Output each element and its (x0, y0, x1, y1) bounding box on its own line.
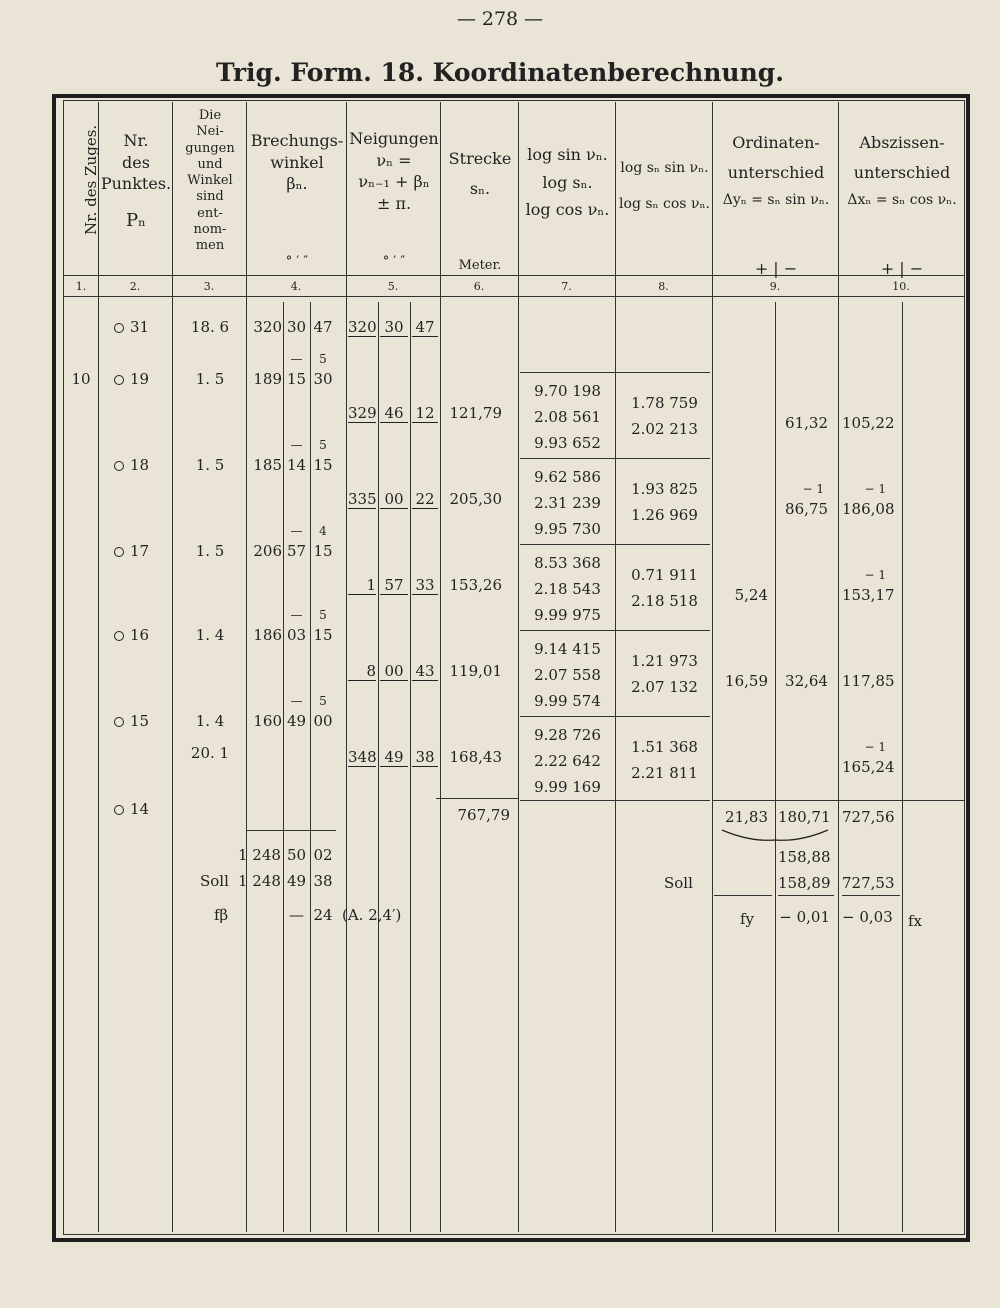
header-zug: Nr. des Zuges. (82, 124, 100, 235)
beta-soll-min: 49 (286, 872, 307, 890)
beta-deg: 206 (253, 542, 282, 560)
f-beta-label: fβ (214, 906, 229, 924)
header-neigungen: Neigungen νₙ = νₙ₋₁ + βₙ ± π. (349, 129, 439, 213)
beta-min: 14 (286, 456, 307, 474)
row-rule (520, 800, 710, 801)
col-rule-dx (902, 302, 903, 1232)
beta-deg: 186 (253, 626, 282, 644)
nu-deg: 348 (348, 748, 377, 766)
header-log-sin: log sin νₙ. log sₙ. log cos νₙ. (525, 145, 610, 220)
nu-sec: 38 (412, 748, 438, 767)
dx-plus: 105,22 (842, 414, 895, 432)
nu-min: 00 (380, 662, 408, 681)
col-rule (246, 102, 247, 1232)
header-ordinaten: Ordinaten- unterschied Δyₙ = sₙ sin νₙ. (722, 133, 830, 209)
point-marker-icon (114, 631, 124, 641)
fy-value: − 0,01 (779, 908, 830, 926)
row-rule (436, 798, 518, 799)
dx-corr: − 1 (864, 482, 886, 496)
col-rule (440, 102, 441, 1232)
beta-sum-sec: 02 (313, 846, 333, 864)
log-sin: 9.14 415 (534, 640, 601, 658)
dx-soll: 727,53 (842, 874, 895, 892)
row-rule (712, 800, 964, 801)
col-rule (615, 102, 616, 1232)
beta-min: 49 (286, 712, 307, 730)
beta-deg: 185 (253, 456, 282, 474)
nu-sec: 47 (412, 318, 438, 337)
col-rule (518, 102, 519, 1232)
header-pm-9: + | − (754, 259, 798, 278)
beta-soll-deg: 1 248 (238, 872, 281, 890)
point-source: 1. 4 (195, 626, 225, 644)
beta-min: 30 (286, 318, 307, 336)
brace-mark (720, 828, 830, 844)
f-beta-note: (A. 2,4′) (342, 906, 402, 924)
nu-min: 30 (380, 318, 408, 337)
log-s-cos: 1.26 969 (631, 506, 698, 524)
beta-sec: 30 (313, 370, 333, 388)
dx-plus: 165,24 (842, 758, 895, 776)
log-s-cos: 2.07 132 (631, 678, 698, 696)
header-punkt: Nr. des Punktes. Pₙ (100, 131, 172, 231)
log-cos: 9.93 652 (534, 434, 601, 452)
nu-sec: 43 (412, 662, 438, 681)
beta-corr-sec: 5 (319, 438, 327, 452)
log-s: 2.07 558 (534, 666, 601, 684)
row-rule (520, 372, 710, 373)
point-source: 18. 6 (190, 318, 230, 336)
beta-sec: 47 (313, 318, 333, 336)
beta-corr-sec: 4 (319, 524, 327, 538)
row-rule (520, 544, 710, 545)
log-s-cos: 2.02 213 (631, 420, 698, 438)
beta-corr-sec: 5 (319, 608, 327, 622)
col-number: 10. (892, 280, 910, 293)
col-rule-sec5 (410, 302, 411, 1232)
dy-minus: 86,75 (785, 500, 828, 518)
strecke: 119,01 (449, 662, 502, 680)
log-sin: 9.62 586 (534, 468, 601, 486)
beta-min: 15 (286, 370, 307, 388)
nu-sec: 12 (412, 404, 438, 423)
f-beta-sec: 24 (313, 906, 333, 924)
log-s: 2.31 239 (534, 494, 601, 512)
point-name: 14 (130, 800, 150, 818)
dy-corr: − 1 (802, 482, 824, 496)
point-marker-icon (114, 461, 124, 471)
dy-minus: 32,64 (785, 672, 828, 690)
header-log-s-sin: log sₙ sin νₙ. log sₙ cos νₙ. (619, 160, 710, 212)
nu-min: 46 (380, 404, 408, 423)
dy-plus: 16,59 (725, 672, 768, 690)
point-name: 18 (130, 456, 150, 474)
col-rule (172, 102, 173, 1232)
dx-corr: − 1 (864, 568, 886, 582)
point-source: 1. 4 (195, 712, 225, 730)
beta-corr-sec: 5 (319, 352, 327, 366)
header-abszissen: Abszissen- unterschied Δxₙ = sₙ cos νₙ. (847, 133, 957, 209)
fy-label: fy (740, 910, 755, 928)
beta-corr-min: — (290, 608, 303, 622)
dx-corr: − 1 (864, 740, 886, 754)
nu-sec: 33 (412, 576, 438, 595)
log-s-cos: 2.18 518 (631, 592, 698, 610)
col-number: 3. (203, 280, 215, 293)
fx-label: fx (908, 912, 923, 930)
log-cos: 9.99 169 (534, 778, 601, 796)
log-s-sin: 0.71 911 (631, 566, 698, 584)
strecke: 153,26 (449, 576, 502, 594)
point-name: 16 (130, 626, 150, 644)
point-source: 1. 5 (195, 456, 225, 474)
col-rule (712, 102, 713, 1232)
col-number: 2. (129, 280, 141, 293)
soll-label: Soll (664, 874, 693, 892)
beta-sum-deg: 1 248 (238, 846, 281, 864)
col-rule (838, 102, 839, 1232)
col-number: 8. (658, 280, 669, 293)
nu-deg: 329 (348, 404, 377, 422)
sum-rule (714, 895, 772, 896)
nu-min: 49 (380, 748, 408, 767)
col-number: 5. (387, 280, 399, 293)
beta-deg: 160 (253, 712, 282, 730)
header-brechungswinkel: Brechungs- winkel βₙ. (250, 131, 344, 194)
point-name: 19 (130, 370, 150, 388)
sum-rule (842, 895, 900, 896)
beta-min: 03 (286, 626, 307, 644)
point-marker-icon (114, 547, 124, 557)
point-name: 17 (130, 542, 150, 560)
col-rule (346, 102, 347, 1232)
point-source: 20. 1 (190, 744, 230, 762)
dx-plus: 117,85 (842, 672, 895, 690)
point-marker-icon (114, 805, 124, 815)
dx-plus: 186,08 (842, 500, 895, 518)
beta-corr-min: — (290, 352, 303, 366)
log-s-cos: 2.21 811 (631, 764, 698, 782)
nu-sec: 22 (412, 490, 438, 509)
point-source: 1. 5 (195, 370, 225, 388)
sum-rule (246, 830, 336, 831)
log-s: 2.18 543 (534, 580, 601, 598)
beta-sec: 15 (313, 542, 333, 560)
nu-min: 57 (380, 576, 408, 595)
log-cos: 9.99 975 (534, 606, 601, 624)
beta-sec: 15 (313, 456, 333, 474)
page-number: — 278 — (456, 8, 544, 30)
col-rule (98, 102, 99, 1232)
header-quelle: Die Nei- gungen und Winkel sind ent- nom- men (185, 108, 235, 253)
log-s: 2.08 561 (534, 408, 601, 426)
dy-minus-sum: 180,71 (778, 808, 831, 826)
beta-deg: 189 (253, 370, 282, 388)
point-marker-icon (114, 323, 124, 333)
log-s-sin: 1.51 368 (631, 738, 698, 756)
beta-soll-label: Soll (200, 872, 229, 890)
log-s-sin: 1.93 825 (631, 480, 698, 498)
row-rule (520, 630, 710, 631)
dx-sum: 727,56 (842, 808, 895, 826)
beta-deg: 320 (253, 318, 282, 336)
col-number: 6. (473, 280, 485, 293)
beta-soll-sec: 38 (313, 872, 333, 890)
beta-corr-min: — (290, 438, 303, 452)
dy-plus-sum: 21,83 (725, 808, 768, 826)
point-marker-icon (114, 717, 124, 727)
col-number: 9. (769, 280, 781, 293)
fx-value: − 0,03 (842, 908, 893, 926)
log-cos: 9.95 730 (534, 520, 601, 538)
f-beta-min: — (289, 906, 304, 924)
nu-deg: 1 (348, 576, 376, 595)
log-cos: 9.99 574 (534, 692, 601, 710)
strecke: 205,30 (449, 490, 502, 508)
strecke-sum: 767,79 (457, 806, 510, 824)
beta-sum-min: 50 (286, 846, 307, 864)
col-rule-dy (775, 302, 776, 1232)
nu-deg: 335 (348, 490, 377, 508)
log-sin: 9.28 726 (534, 726, 601, 744)
point-source: 1. 5 (195, 542, 225, 560)
zug-number: 10 (71, 370, 91, 388)
nu-deg: 320 (348, 318, 377, 336)
dy-diff: 158,88 (778, 848, 831, 866)
col-number: 7. (561, 280, 572, 293)
beta-sec: 15 (313, 626, 333, 644)
header-strecke: Strecke sₙ. (448, 149, 512, 198)
beta-corr-min: — (290, 524, 303, 538)
log-s: 2.22 642 (534, 752, 601, 770)
strecke: 168,43 (449, 748, 502, 766)
point-marker-icon (114, 375, 124, 385)
nu-deg: 8 (348, 662, 376, 681)
log-sin: 8.53 368 (534, 554, 601, 572)
header-units-4: ° ′ ″ (285, 254, 309, 269)
strecke: 121,79 (449, 404, 502, 422)
beta-corr-sec: 5 (319, 694, 327, 708)
beta-sec: 00 (313, 712, 333, 730)
header-units-5: ° ′ ″ (382, 254, 406, 269)
col-rule-min5 (378, 302, 379, 1232)
col-number: 1. (75, 280, 87, 293)
dy-soll: 158,89 (778, 874, 831, 892)
beta-corr-min: — (290, 694, 303, 708)
dx-plus: 153,17 (842, 586, 895, 604)
row-rule (520, 716, 710, 717)
header-rule (64, 296, 964, 297)
header-meter: Meter. (458, 258, 502, 273)
log-sin: 9.70 198 (534, 382, 601, 400)
nu-min: 00 (380, 490, 408, 509)
header-pm-10: + | − (880, 259, 924, 278)
dy-plus: 5,24 (734, 586, 768, 604)
beta-min: 57 (286, 542, 307, 560)
point-name: 31 (130, 318, 150, 336)
row-rule (520, 458, 710, 459)
sum-rule (778, 895, 834, 896)
log-s-sin: 1.78 759 (631, 394, 698, 412)
log-s-sin: 1.21 973 (631, 652, 698, 670)
col-number: 4. (290, 280, 302, 293)
point-name: 15 (130, 712, 150, 730)
dy-minus: 61,32 (785, 414, 828, 432)
form-title: Trig. Form. 18. Koordinatenberechnung. (216, 58, 784, 87)
